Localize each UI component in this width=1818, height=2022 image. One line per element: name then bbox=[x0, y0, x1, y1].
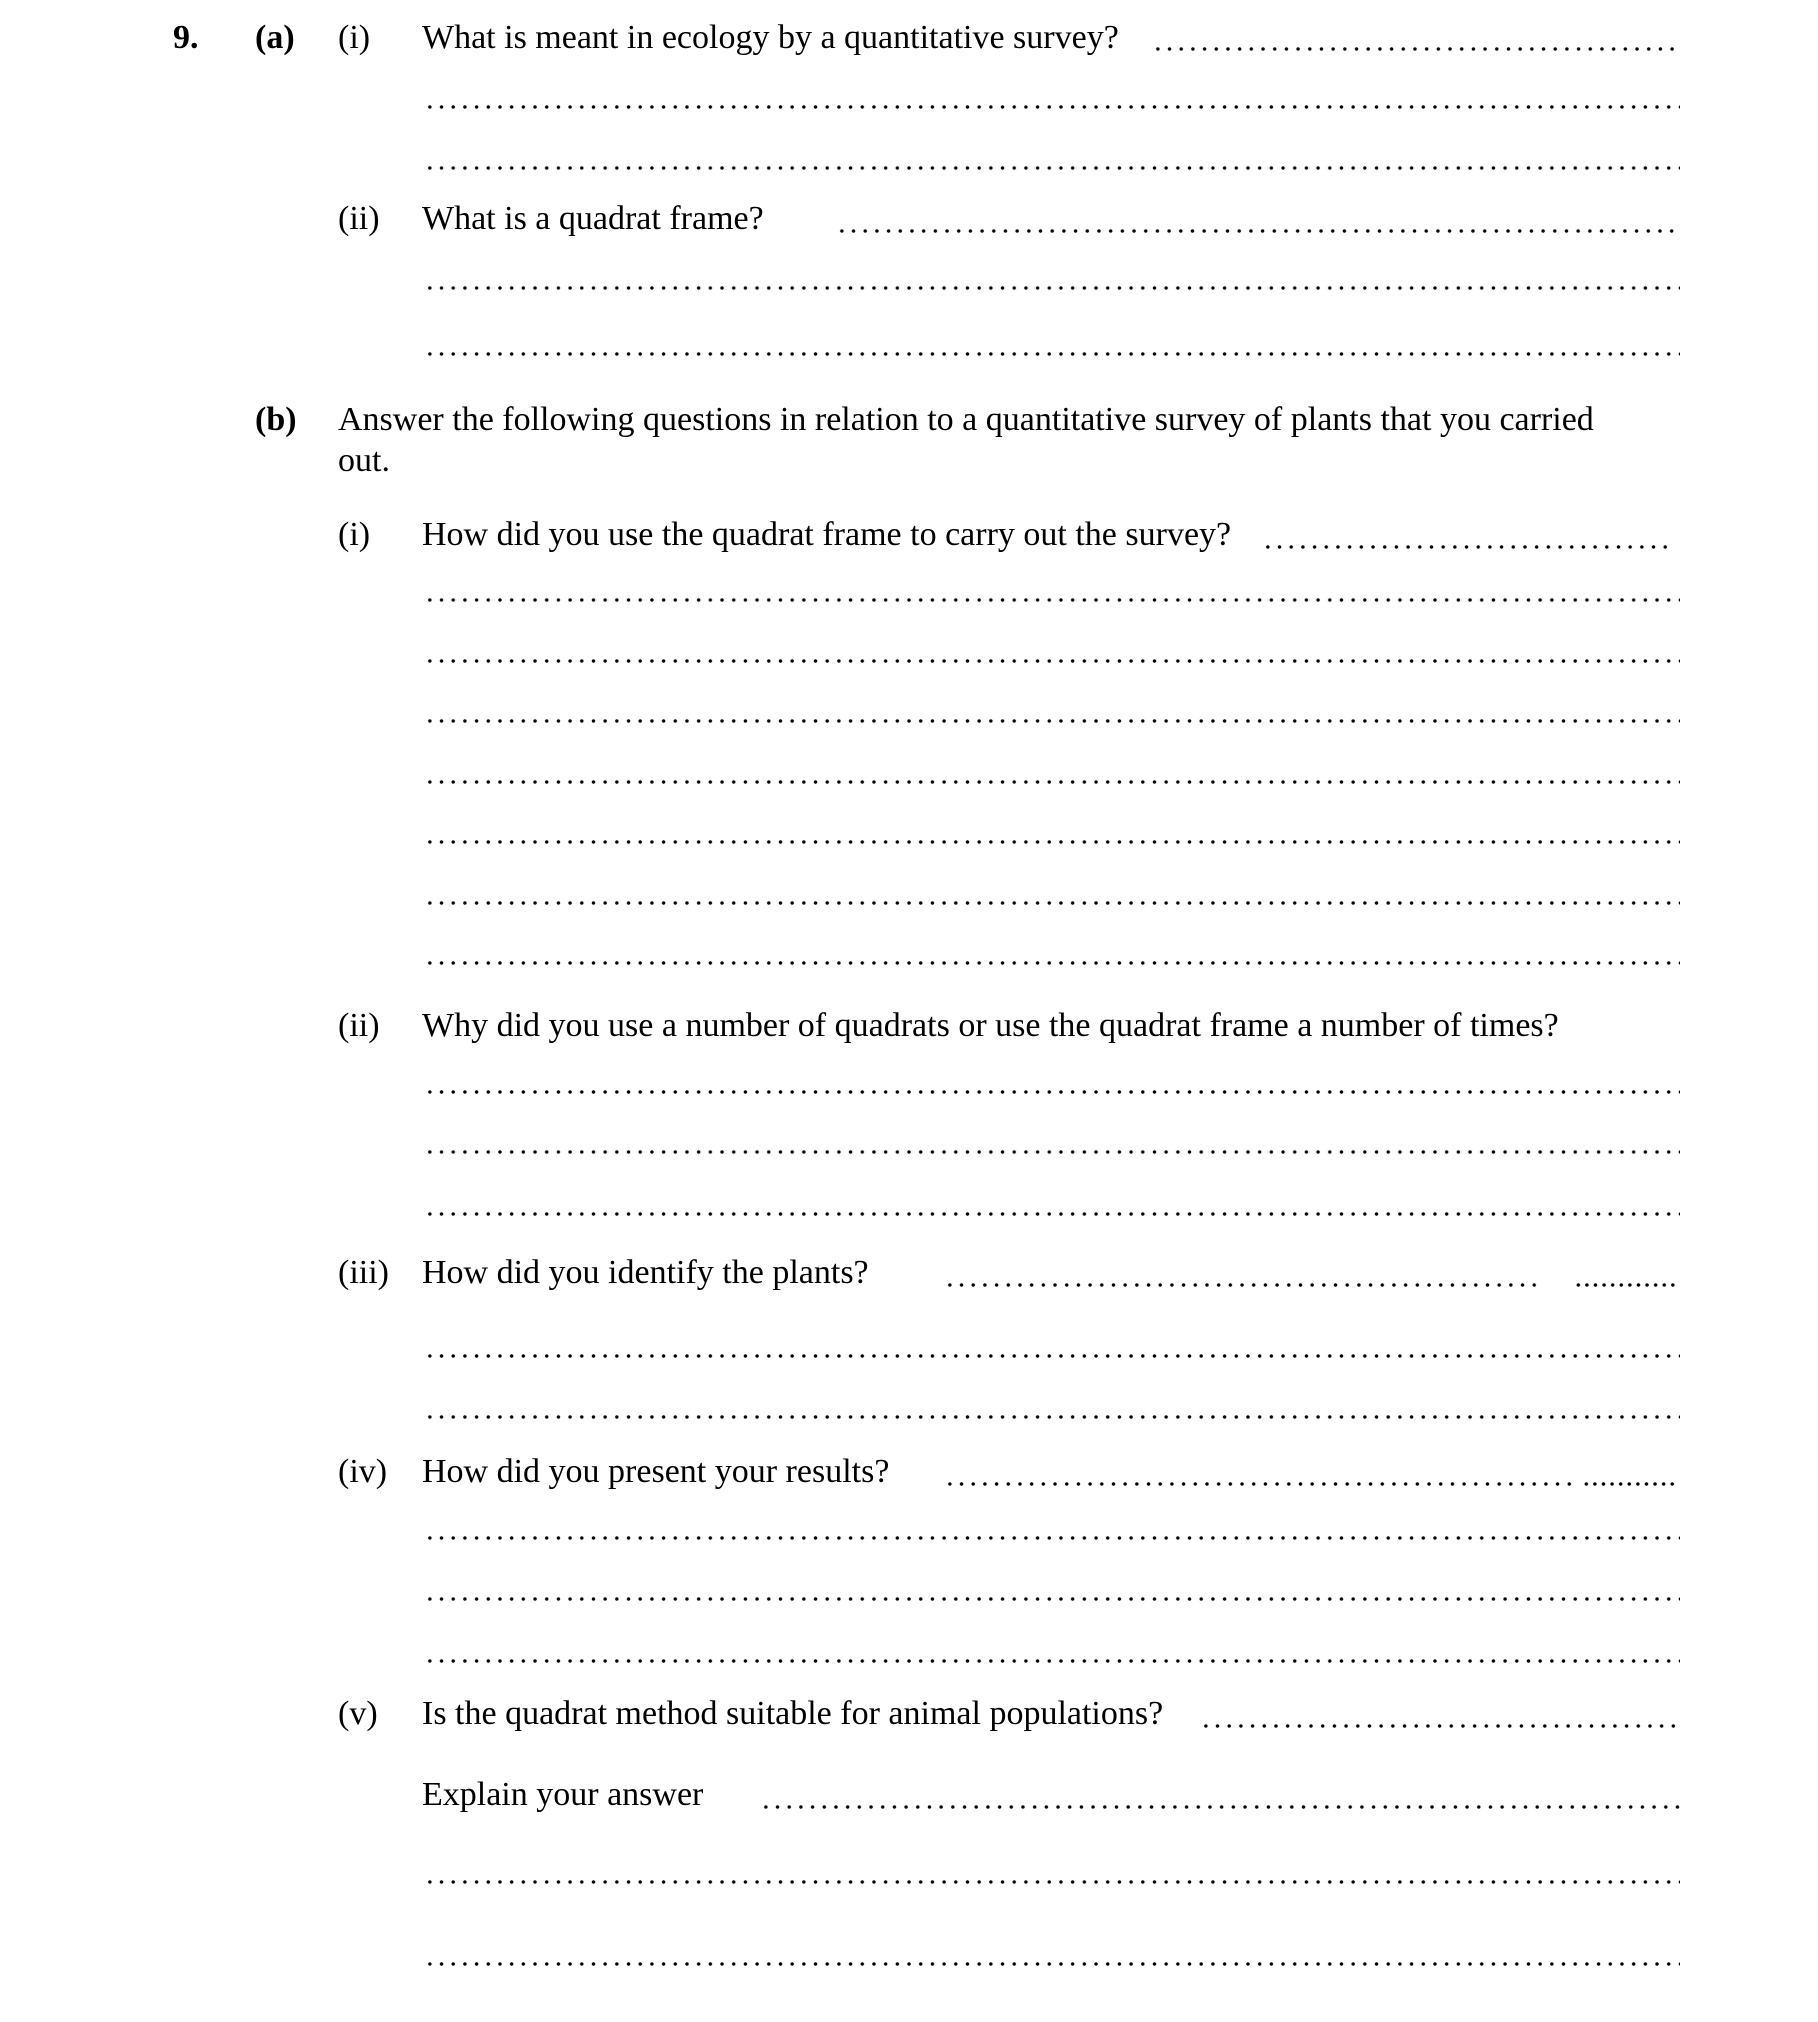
answer-line[interactable] bbox=[424, 598, 1680, 602]
answer-line[interactable] bbox=[424, 1150, 1680, 1154]
a-ii-question: What is a quadrat frame? bbox=[422, 200, 764, 237]
answer-line[interactable] bbox=[424, 1962, 1680, 1966]
answer-line[interactable] bbox=[424, 1597, 1680, 1601]
b-iv-question: How did you present your results? bbox=[422, 1453, 890, 1490]
answer-line[interactable] bbox=[836, 229, 1674, 233]
answer-line-tail bbox=[1574, 1283, 1678, 1287]
a-i-label: (i) bbox=[338, 19, 371, 56]
b-iv-label: (iv) bbox=[338, 1453, 388, 1490]
answer-line[interactable] bbox=[424, 719, 1680, 723]
answer-line[interactable] bbox=[424, 1212, 1680, 1216]
part-b-intro-cont: out. bbox=[338, 442, 390, 479]
b-iii-question: How did you identify the plants? bbox=[422, 1254, 869, 1291]
b-v-followup: Explain your answer bbox=[422, 1776, 704, 1813]
answer-line[interactable] bbox=[424, 1415, 1680, 1419]
b-ii-label: (ii) bbox=[338, 1007, 380, 1044]
b-ii-question: Why did you use a number of quadrats or use the quadrat frame a number of times? bbox=[422, 1007, 1559, 1044]
answer-line[interactable] bbox=[424, 1536, 1680, 1540]
answer-line[interactable] bbox=[424, 166, 1680, 170]
answer-line[interactable] bbox=[424, 1880, 1680, 1884]
answer-line[interactable] bbox=[424, 352, 1680, 356]
a-i-question: What is meant in ecology by a quantitative survey? bbox=[422, 19, 1119, 56]
answer-line[interactable] bbox=[424, 1659, 1680, 1663]
answer-line[interactable] bbox=[944, 1482, 1574, 1486]
a-ii-label: (ii) bbox=[338, 200, 380, 237]
b-i-label: (i) bbox=[338, 516, 371, 553]
question-number: 9. bbox=[173, 19, 199, 56]
answer-line[interactable] bbox=[424, 780, 1680, 784]
part-a-label: (a) bbox=[255, 19, 295, 56]
answer-line[interactable] bbox=[424, 105, 1680, 109]
part-b-intro: Answer the following questions in relation to a quantitative survey of plants that you carried bbox=[338, 401, 1594, 438]
b-i-question: How did you use the quadrat frame to carry out the survey? bbox=[422, 516, 1232, 553]
answer-line[interactable] bbox=[424, 961, 1680, 965]
answer-line[interactable] bbox=[944, 1283, 1544, 1287]
b-iii-label: (iii) bbox=[338, 1254, 389, 1291]
b-v-question: Is the quadrat method suitable for animal populations? bbox=[422, 1695, 1164, 1732]
b-v-label: (v) bbox=[338, 1695, 378, 1732]
answer-line[interactable] bbox=[424, 659, 1680, 663]
answer-line[interactable] bbox=[1152, 47, 1674, 51]
part-b-label: (b) bbox=[255, 401, 297, 438]
answer-line[interactable] bbox=[424, 1354, 1680, 1358]
answer-line-tail bbox=[1582, 1482, 1678, 1486]
answer-line[interactable] bbox=[1200, 1724, 1680, 1728]
answer-line[interactable] bbox=[424, 1090, 1680, 1094]
answer-line[interactable] bbox=[760, 1805, 1680, 1809]
answer-line[interactable] bbox=[424, 286, 1680, 290]
answer-line[interactable] bbox=[424, 901, 1680, 905]
answer-line[interactable] bbox=[424, 840, 1680, 844]
answer-line[interactable] bbox=[1262, 545, 1674, 549]
